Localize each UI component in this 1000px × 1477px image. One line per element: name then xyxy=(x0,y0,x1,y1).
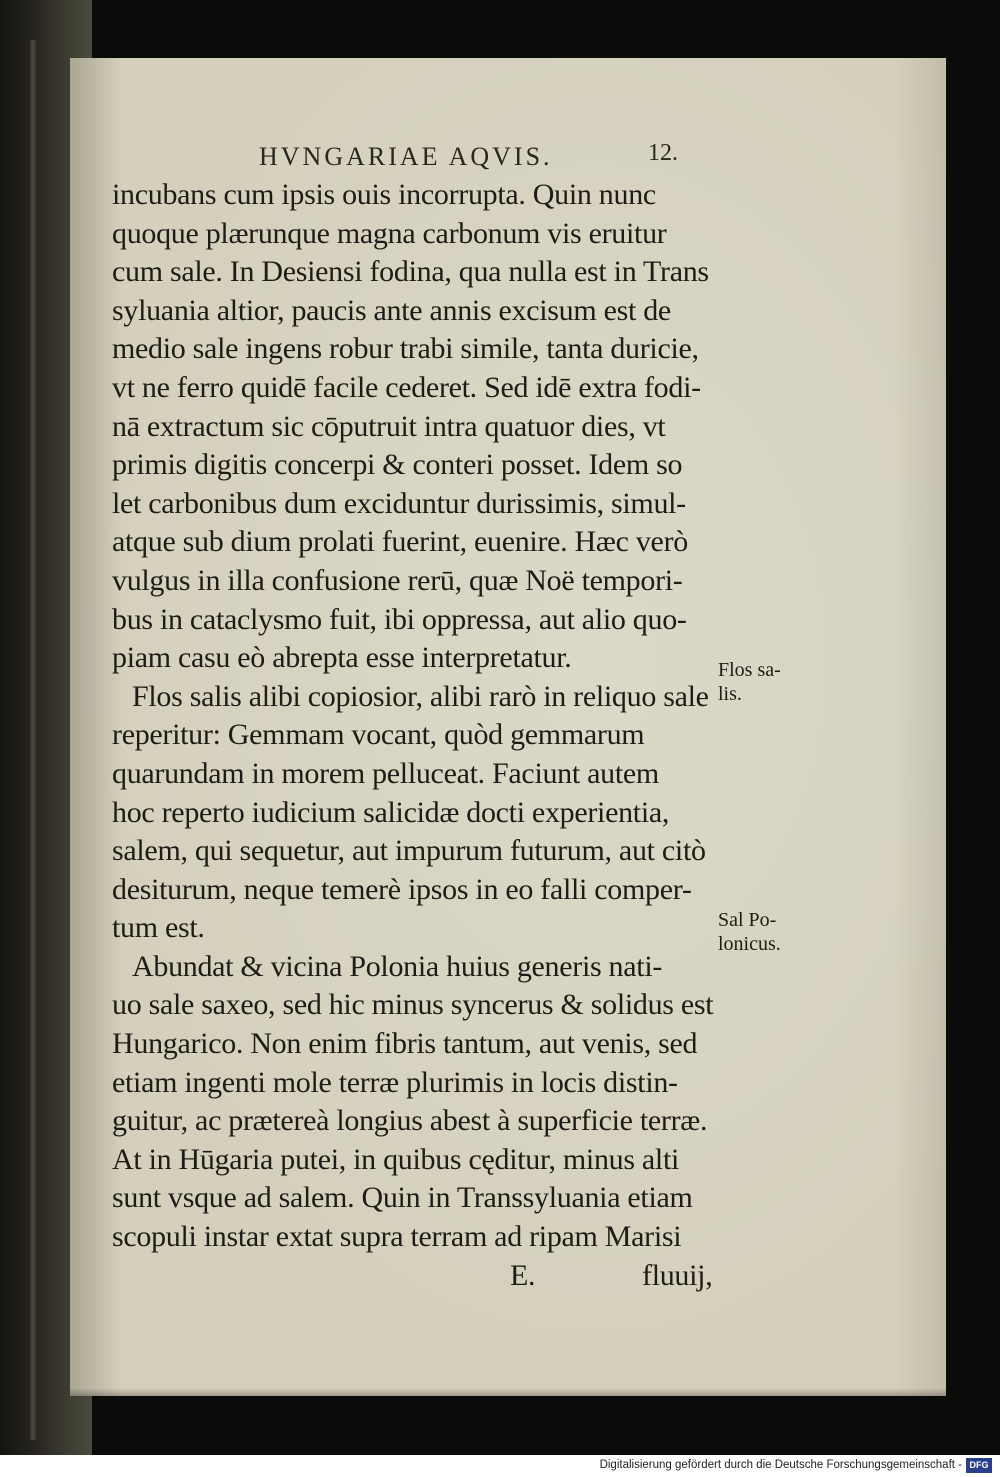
marginal-note-line: lis. xyxy=(718,683,742,705)
text-line: scopuli instar extat supra terram ad ripam Marisi xyxy=(112,1220,682,1254)
marginal-note-line: lonicus. xyxy=(718,933,781,955)
folio-number: 12. xyxy=(648,140,678,166)
text-line: tum est. xyxy=(112,911,205,945)
text-line: cum sale. In Desiensi fodina, qua nulla est in Trans xyxy=(112,255,709,289)
digitization-credit: Digitalisierung gefördert durch die Deutsche Forschungsgemeinschaft - xyxy=(599,1459,962,1471)
marginal-note-line: Flos sa- xyxy=(718,659,781,681)
signature-line xyxy=(112,1257,712,1296)
text-line: Hungarico. Non enim fibris tantum, aut venis, sed xyxy=(112,1027,698,1061)
text-line: medio sale ingens robur trabi simile, tanta duricie, xyxy=(112,332,699,366)
text-line: At in Hūgaria putei, in quibus cęditur, minus alti xyxy=(112,1142,680,1176)
marginal-note-sal-polonicus xyxy=(718,908,781,956)
binding-edge xyxy=(30,40,36,1440)
text-line: reperitur: Gemmam vocant, quòd gemmarum xyxy=(112,718,645,752)
text-line: syluania altior, paucis ante annis excisum est de xyxy=(112,293,671,327)
text-line: piam casu eò abrepta esse interpretatur. xyxy=(112,641,572,675)
text-line: incubans cum ipsis ouis incorrupta. Quin nunc xyxy=(112,178,656,211)
text-line: quoque plærunque magna carbonum vis eruitur xyxy=(112,216,667,250)
text-line: desiturum, neque temerè ipsos in eo falli comper- xyxy=(112,872,692,906)
page-shadow xyxy=(70,1388,946,1396)
text-line: atque sub dium prolati fuerint, euenire. Hæc verò xyxy=(112,525,688,559)
text-line: quarundam in morem pelluceat. Faciunt autem xyxy=(112,756,659,790)
text-line: let carbonibus dum exciduntur durissimis, simul- xyxy=(112,486,686,520)
text-line: uo sale saxeo, sed hic minus syncerus & solidus est xyxy=(112,988,714,1022)
signature-mark: E. xyxy=(510,1258,536,1292)
text-line: etiam ingenti mole terræ plurimis in locis distin- xyxy=(112,1065,678,1099)
text-line: primis digitis concerpi & conteri posset. Idem so xyxy=(112,448,683,482)
text-line: nā extractum sic cōputruit intra quatuor dies, vt xyxy=(112,409,666,443)
catchword: fluuij, xyxy=(642,1258,713,1292)
text-line: sunt vsque ad salem. Quin in Transsyluania etiam xyxy=(112,1181,693,1215)
body-text-block xyxy=(112,176,712,1295)
marginal-note-flos-salis xyxy=(718,658,781,706)
running-head: HVNGARIAE AQVIS. xyxy=(259,142,553,171)
text-line: bus in cataclysmo fuit, ibi oppressa, aut alio quo- xyxy=(112,602,687,636)
text-line: vt ne ferro quidē facile cederet. Sed idē extra fodi- xyxy=(112,370,701,404)
text-line: Abundat & vicina Polonia huius generis nati- xyxy=(132,949,663,983)
text-line: hoc reperto iudicium salicidæ docti experientia, xyxy=(112,795,670,829)
text-line: salem, qui sequetur, aut impurum futurum, aut citò xyxy=(112,834,706,868)
marginal-note-line: Sal Po- xyxy=(718,909,777,931)
text-line: Flos salis alibi copiosior, alibi rarò in reliquo sale xyxy=(132,679,709,713)
dfg-logo-icon: DFG xyxy=(966,1458,992,1473)
text-line: guitur, ac prætereà longius abest à superficie terræ. xyxy=(112,1104,708,1138)
text-line: vulgus in illa confusione rerū, quæ Noë tempori- xyxy=(112,563,683,597)
